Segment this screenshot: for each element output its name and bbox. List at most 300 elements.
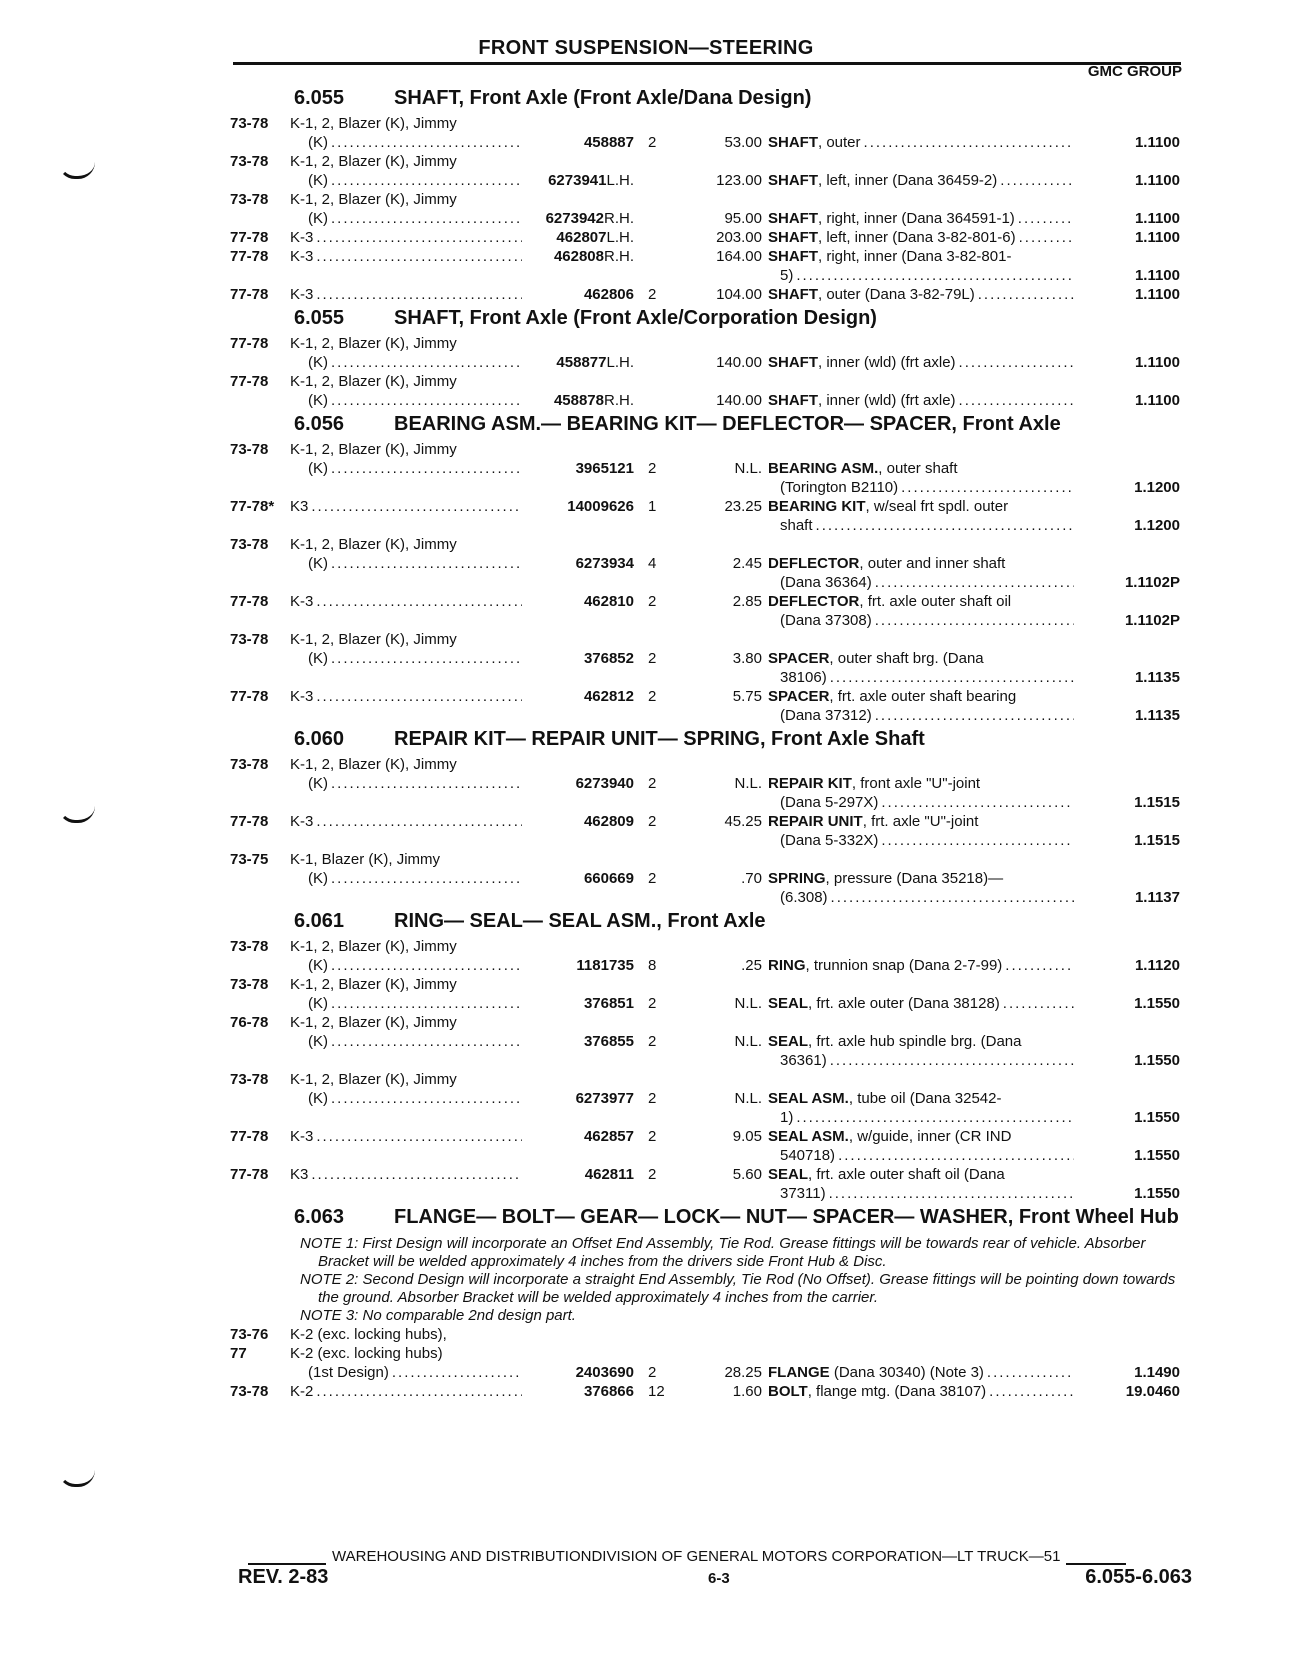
labor-code: 1.1100 <box>1134 210 1180 227</box>
price <box>684 611 768 630</box>
quantity: 2 <box>648 593 657 610</box>
description-text: SEAL ASM., tube oil (Dana 32542- <box>768 1090 1002 1107</box>
application <box>290 774 522 793</box>
description-continued <box>768 266 1074 285</box>
section-number: 6.056 <box>294 413 345 435</box>
application <box>290 888 522 907</box>
leader-dots <box>331 391 522 410</box>
table-row-continued <box>230 478 1190 497</box>
application <box>290 266 522 285</box>
leader-dots <box>331 171 522 190</box>
part-number <box>522 1013 634 1032</box>
application <box>290 937 522 956</box>
price <box>684 755 768 774</box>
part-name: SPACER <box>768 650 830 667</box>
part-name: SEAL ASM. <box>768 1128 849 1145</box>
description-text: SPRING, pressure (Dana 35218)— <box>768 870 1004 887</box>
price <box>684 975 768 994</box>
leader-dots <box>331 353 522 372</box>
quantity <box>634 975 684 994</box>
price <box>684 114 768 133</box>
footer-line <box>242 1548 1148 1565</box>
description <box>768 630 1074 649</box>
application <box>290 1070 522 1089</box>
quantity <box>634 1070 684 1089</box>
part-name: SHAFT <box>768 354 818 371</box>
table-row <box>230 975 1190 994</box>
section-heading <box>294 304 1190 334</box>
description-continued-text: (Dana 5-297X) <box>780 794 879 811</box>
quantity <box>634 1013 684 1032</box>
description <box>768 1344 1074 1363</box>
labor-code <box>1074 1165 1190 1184</box>
part-number <box>522 937 634 956</box>
table-row-continued <box>230 831 1190 850</box>
application <box>290 994 522 1013</box>
description-text: SHAFT, outer <box>768 134 861 151</box>
application <box>290 1363 522 1382</box>
application <box>290 1165 522 1184</box>
labor-code <box>1074 1127 1190 1146</box>
description <box>768 114 1074 133</box>
description <box>768 793 1074 812</box>
description <box>768 573 1074 592</box>
description-continued-text: (Dana 36364) <box>780 574 872 591</box>
price: 203.00 <box>716 229 762 246</box>
application <box>290 869 522 888</box>
part-number: 6273940 <box>575 775 634 792</box>
part-name: SPRING <box>768 870 826 887</box>
part-number: 6273934 <box>575 555 634 572</box>
price <box>684 1070 768 1089</box>
labor-code: 1.1515 <box>1134 794 1180 811</box>
model-years <box>230 668 290 687</box>
description-line <box>768 869 1074 888</box>
price: 5.60 <box>732 1166 762 1183</box>
model-years <box>230 1363 290 1382</box>
price: N.L. <box>734 460 762 477</box>
price <box>684 1325 768 1344</box>
description <box>768 1032 1074 1051</box>
description <box>768 994 1074 1013</box>
labor-code: 1.1135 <box>1134 669 1180 686</box>
application-text: (K) <box>308 650 328 667</box>
description <box>768 247 1074 266</box>
section-number: 6.055 <box>294 307 345 329</box>
application <box>290 869 522 888</box>
description-text: BEARING ASM., outer shaft <box>768 460 958 477</box>
labor-code <box>1074 774 1190 793</box>
part-number <box>522 850 634 869</box>
application <box>290 152 522 171</box>
application <box>290 114 522 133</box>
table-row <box>230 171 1190 190</box>
table-row <box>230 391 1190 410</box>
leader-dots <box>331 554 522 573</box>
quantity <box>634 1184 684 1203</box>
part-number <box>522 372 634 391</box>
description <box>768 171 1074 190</box>
description <box>768 535 1074 554</box>
application <box>290 812 522 831</box>
description-continued-text: (6.308) <box>780 889 828 906</box>
part-name: DEFLECTOR <box>768 593 860 610</box>
application-text: (K) <box>308 995 328 1012</box>
description <box>768 592 1074 611</box>
labor-code: 1.1550 <box>1134 1147 1180 1164</box>
leader-dots <box>316 687 522 706</box>
part-name: BOLT <box>768 1383 808 1400</box>
labor-code: 1.1200 <box>1134 479 1180 496</box>
application <box>290 630 522 649</box>
part-number: 462807L.H. <box>556 229 634 246</box>
price: 95.00 <box>724 210 762 227</box>
application-text: (K) <box>308 775 328 792</box>
part-number: 6273942R.H. <box>545 210 634 227</box>
table-row <box>230 774 1190 793</box>
model-years: 73-78 <box>230 536 269 553</box>
table-row <box>230 372 1190 391</box>
description-continued-text: 540718) <box>780 1147 836 1164</box>
description <box>768 190 1074 209</box>
application-text: K3 <box>290 1166 309 1183</box>
quantity <box>634 114 684 133</box>
quantity <box>634 353 684 372</box>
quantity <box>634 228 684 247</box>
application <box>290 391 522 410</box>
labor-code <box>1074 190 1190 209</box>
description <box>768 1013 1074 1032</box>
description <box>768 1184 1074 1203</box>
description-text: BOLT, flange mtg. (Dana 38107) <box>768 1383 987 1400</box>
labor-code: 1.1135 <box>1134 707 1180 724</box>
price: 5.75 <box>732 688 762 705</box>
description-continued <box>768 516 1074 535</box>
model-years: 73-78 <box>230 631 269 648</box>
table-row-continued <box>230 573 1190 592</box>
table-row-continued <box>230 668 1190 687</box>
application <box>290 554 522 573</box>
model-years <box>230 353 290 372</box>
labor-code: 19.0460 <box>1125 1383 1180 1400</box>
quantity: 2 <box>648 286 657 303</box>
description <box>768 812 1074 831</box>
part-number: 6273941L.H. <box>548 172 634 189</box>
quantity: 2 <box>648 813 657 830</box>
price <box>684 706 768 725</box>
application-text: K-2 (exc. locking hubs) <box>290 1345 443 1362</box>
section-number: 6.061 <box>294 910 345 932</box>
leader-dots <box>316 1382 522 1401</box>
table-row-continued <box>230 706 1190 725</box>
model-years <box>230 956 290 975</box>
leader-dots <box>331 459 522 478</box>
quantity <box>634 755 684 774</box>
price <box>684 1184 768 1203</box>
part-number: 14009626 <box>567 498 634 515</box>
application <box>290 1013 522 1032</box>
part-number <box>522 668 634 687</box>
application <box>290 285 522 304</box>
application <box>290 706 522 725</box>
model-years <box>230 869 290 888</box>
quantity <box>634 171 684 190</box>
price <box>684 1013 768 1032</box>
table-row-continued <box>230 1146 1190 1165</box>
table-row <box>230 994 1190 1013</box>
table-row <box>230 209 1190 228</box>
part-number <box>522 535 634 554</box>
leader-dots <box>1019 228 1074 247</box>
application <box>290 649 522 668</box>
application <box>290 956 522 975</box>
group-label: GMC GROUP <box>1087 63 1182 80</box>
description-continued-text: 36361) <box>780 1052 827 1069</box>
application <box>290 1165 522 1184</box>
description-line <box>768 687 1074 706</box>
table-row <box>230 190 1190 209</box>
quantity <box>634 209 684 228</box>
section-number: 6.055 <box>294 87 345 109</box>
application <box>290 209 522 228</box>
table-row-continued <box>230 888 1190 907</box>
table-row <box>230 850 1190 869</box>
application <box>290 592 522 611</box>
table-row <box>230 334 1190 353</box>
leader-dots <box>864 133 1074 152</box>
table-row <box>230 1382 1190 1401</box>
price <box>684 888 768 907</box>
model-years: 73-78 <box>230 976 269 993</box>
price: 53.00 <box>724 134 762 151</box>
table-row <box>230 497 1190 516</box>
description-continued <box>768 1051 1074 1070</box>
part-number <box>522 440 634 459</box>
application-text: K-1, 2, Blazer (K), Jimmy <box>290 536 457 553</box>
leader-dots <box>316 285 522 304</box>
description-continued-text: (Dana 37312) <box>780 707 872 724</box>
description <box>768 774 1074 793</box>
table-row <box>230 1127 1190 1146</box>
labor-code: 1.1100 <box>1134 172 1180 189</box>
leader-dots <box>1005 956 1074 975</box>
model-years <box>230 459 290 478</box>
application <box>290 975 522 994</box>
description <box>768 516 1074 535</box>
price <box>684 793 768 812</box>
model-years <box>230 774 290 793</box>
application <box>290 592 522 611</box>
description <box>768 1108 1074 1127</box>
leader-dots <box>331 994 522 1013</box>
price: 123.00 <box>716 172 762 189</box>
application-text: K-1, 2, Blazer (K), Jimmy <box>290 373 457 390</box>
leader-dots <box>316 592 522 611</box>
section-title: SHAFT, Front Axle (Front Axle/Corporation Design) <box>394 307 877 329</box>
model-years <box>230 554 290 573</box>
labor-code <box>1074 1032 1190 1051</box>
price: 164.00 <box>716 248 762 265</box>
table-row <box>230 687 1190 706</box>
application <box>290 850 522 869</box>
description-text: SHAFT, right, inner (Dana 364591-1) <box>768 210 1015 227</box>
footer-rule-left <box>248 1551 326 1565</box>
model-years: 73-78 <box>230 1071 269 1088</box>
table-row <box>230 812 1190 831</box>
model-years <box>230 994 290 1013</box>
quantity <box>634 1146 684 1165</box>
model-years <box>230 649 290 668</box>
leader-dots <box>875 706 1074 725</box>
description-line <box>768 1127 1074 1146</box>
labor-code: 1.1102P <box>1124 612 1180 629</box>
leader-dots <box>875 573 1074 592</box>
table-row <box>230 937 1190 956</box>
table-row <box>230 956 1190 975</box>
quantity: 2 <box>648 134 657 151</box>
description-continued-text: 5) <box>780 267 794 284</box>
table-row <box>230 554 1190 573</box>
application <box>290 1089 522 1108</box>
leader-dots <box>316 812 522 831</box>
application <box>290 1127 522 1146</box>
leader-dots <box>989 1382 1074 1401</box>
description-line <box>768 133 1074 152</box>
part-name: BEARING KIT <box>768 498 866 515</box>
application <box>290 372 522 391</box>
application-text: (K) <box>308 1090 328 1107</box>
price <box>684 831 768 850</box>
table-row <box>230 1032 1190 1051</box>
part-number: 458887 <box>583 134 634 151</box>
part-name: DEFLECTOR <box>768 555 860 572</box>
part-number: 462806 <box>583 286 634 303</box>
description-text: DEFLECTOR, frt. axle outer shaft oil <box>768 593 1012 610</box>
labor-code <box>1074 869 1190 888</box>
side-suffix: R.H. <box>604 210 634 227</box>
description-line <box>768 209 1074 228</box>
description-text: BEARING KIT, w/seal frt spdl. outer <box>768 498 1009 515</box>
quantity <box>634 372 684 391</box>
section-title: BEARING ASM.— BEARING KIT— DEFLECTOR— SPACER, Front Axle <box>394 413 1061 435</box>
application <box>290 247 522 266</box>
description <box>768 133 1074 152</box>
price: 2.85 <box>732 593 762 610</box>
model-years: 73-75 <box>230 851 269 868</box>
leader-dots <box>331 133 522 152</box>
side-suffix: L.H. <box>606 172 634 189</box>
model-years: 77-78 <box>230 229 269 246</box>
price: 45.25 <box>724 813 762 830</box>
price: N.L. <box>734 1033 762 1050</box>
labor-code <box>1074 459 1190 478</box>
application-text: (1st Design) <box>308 1364 389 1381</box>
quantity: 2 <box>648 870 657 887</box>
model-years <box>230 478 290 497</box>
description <box>768 956 1074 975</box>
application <box>290 152 522 171</box>
leader-dots <box>331 774 522 793</box>
part-name: SHAFT <box>768 229 818 246</box>
description-continued <box>768 793 1074 812</box>
labor-code: 1.1550 <box>1134 1185 1180 1202</box>
leader-dots <box>316 228 522 247</box>
description-text: SHAFT, inner (wld) (frt axle) <box>768 392 956 409</box>
labor-code <box>1074 975 1190 994</box>
table-row-continued <box>230 1051 1190 1070</box>
section-heading <box>294 1203 1190 1233</box>
model-years <box>230 171 290 190</box>
part-name: SHAFT <box>768 392 818 409</box>
description-line <box>768 812 1074 831</box>
quantity <box>634 516 684 535</box>
application <box>290 994 522 1013</box>
leader-dots <box>978 285 1074 304</box>
labor-code <box>1074 687 1190 706</box>
application <box>290 353 522 372</box>
part-name: SHAFT <box>768 172 818 189</box>
model-years <box>230 1051 290 1070</box>
application <box>290 1032 522 1051</box>
part-name: RING <box>768 957 806 974</box>
model-years: 77-78* <box>230 498 275 515</box>
description-text: SEAL, frt. axle hub spindle brg. (Dana <box>768 1033 1022 1050</box>
section-6.061 <box>230 907 1190 1203</box>
price: .25 <box>741 957 762 974</box>
price <box>684 478 768 497</box>
section-heading <box>294 725 1190 755</box>
part-number: 458878R.H. <box>553 392 634 409</box>
description <box>768 831 1074 850</box>
description <box>768 869 1074 888</box>
application <box>290 440 522 459</box>
application-text: K-3 <box>290 229 314 246</box>
application-text: K3 <box>290 498 309 515</box>
part-name: SHAFT <box>768 210 818 227</box>
description <box>768 440 1074 459</box>
description-line <box>768 459 1074 478</box>
application <box>290 774 522 793</box>
description-line <box>768 1032 1074 1051</box>
footer-bar <box>238 1566 1192 1592</box>
application <box>290 1127 522 1146</box>
application <box>290 755 522 774</box>
application-text: (K) <box>308 460 328 477</box>
price: 140.00 <box>716 392 762 409</box>
part-number: 462811 <box>584 1166 634 1183</box>
application <box>290 209 522 228</box>
application <box>290 1089 522 1108</box>
part-number <box>522 152 634 171</box>
table-row <box>230 440 1190 459</box>
part-number <box>522 573 634 592</box>
table-row <box>230 869 1190 888</box>
leader-dots <box>796 266 1074 285</box>
leader-dots <box>311 497 522 516</box>
description-continued <box>768 1146 1074 1165</box>
part-number <box>522 1108 634 1127</box>
part-number <box>522 334 634 353</box>
table-row <box>230 592 1190 611</box>
labor-code <box>1074 630 1190 649</box>
footer-text: WAREHOUSING AND DISTRIBUTIONDIVISION OF GENERAL MOTORS CORPORATION—LT TRUCK—51 <box>332 1548 1061 1565</box>
table-row <box>230 459 1190 478</box>
description <box>768 975 1074 994</box>
quantity <box>634 478 684 497</box>
quantity <box>634 831 684 850</box>
application <box>290 1382 522 1401</box>
table-row <box>230 535 1190 554</box>
